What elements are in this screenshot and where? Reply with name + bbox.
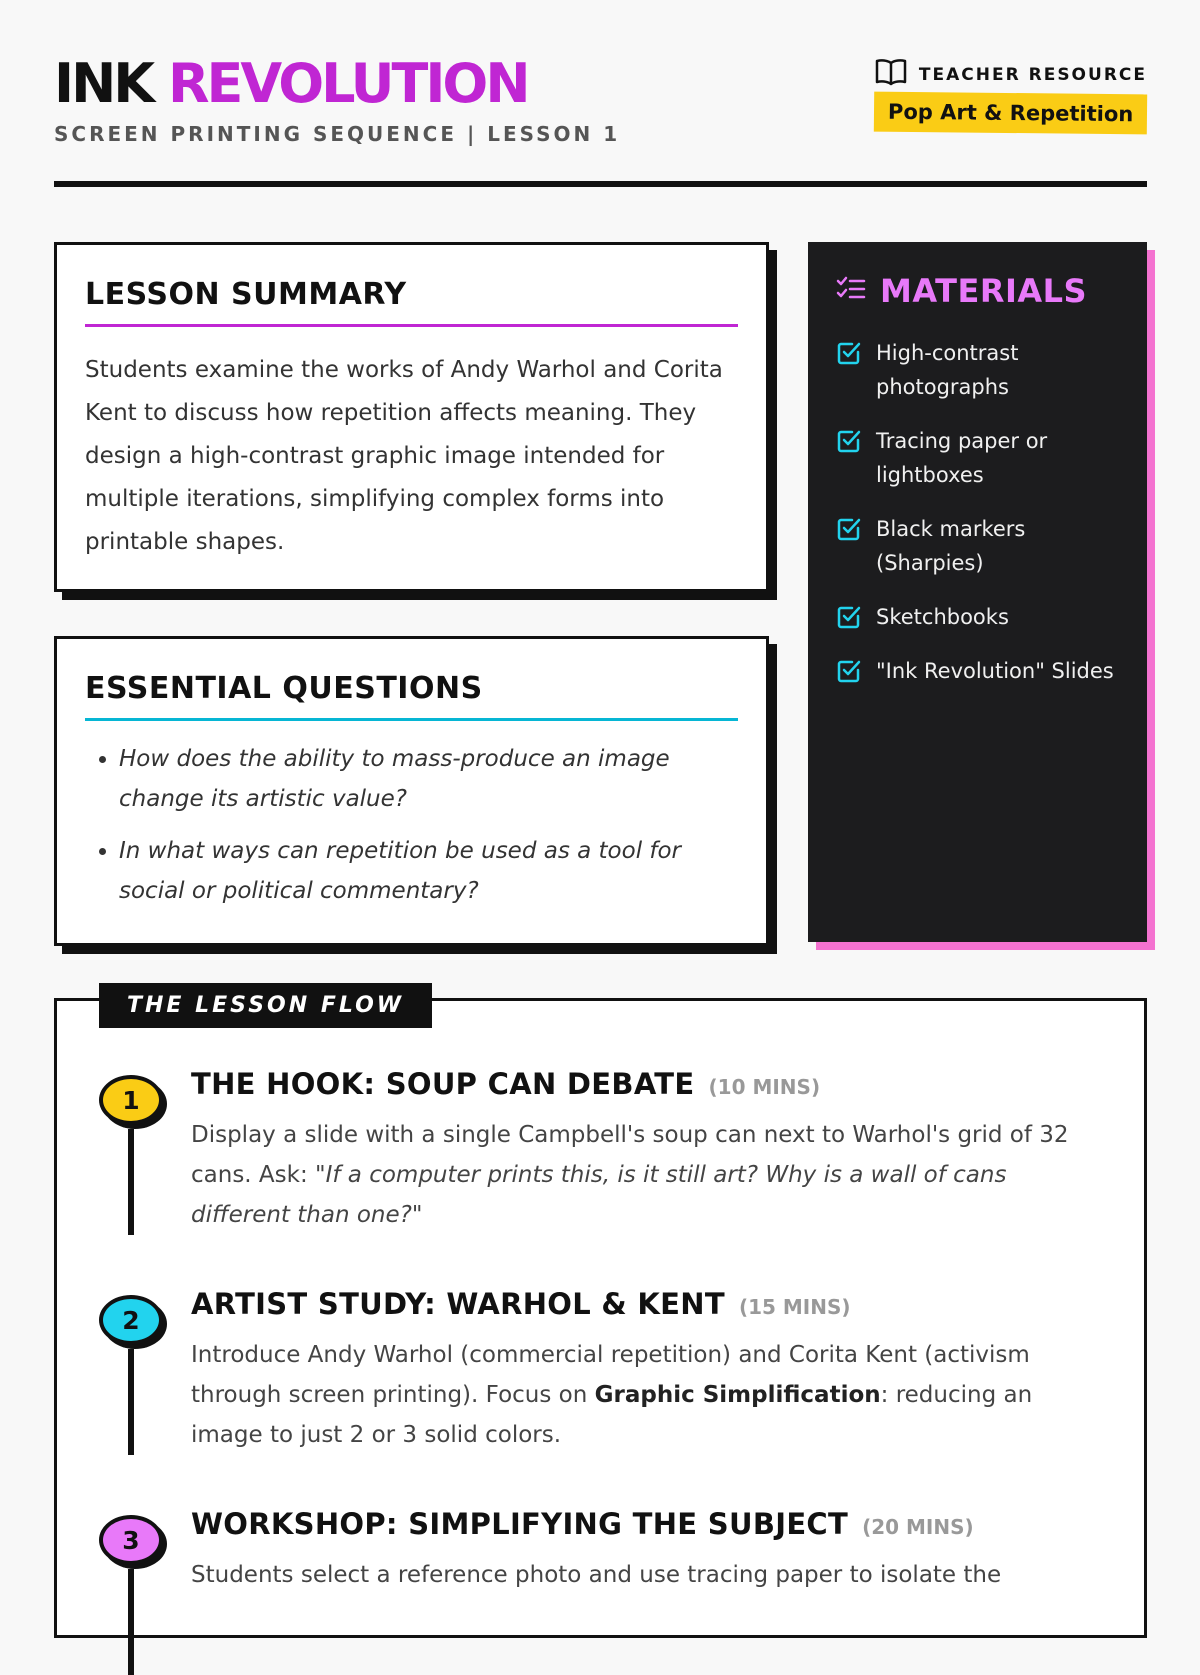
step-duration: (15 MINS) <box>738 1295 851 1319</box>
title-part-revolution: REVOLUTION <box>167 52 528 115</box>
materials-heading-text: MATERIALS <box>880 272 1088 310</box>
essential-questions-list <box>85 739 738 911</box>
material-label: Sketchbooks <box>876 605 1009 629</box>
step-description <box>191 1335 1099 1455</box>
material-item <box>836 336 1119 404</box>
header-divider <box>54 181 1147 187</box>
material-item <box>836 654 1119 688</box>
material-label: Tracing paper or lightboxes <box>876 429 1048 487</box>
material-label: Black markers (Sharpies) <box>876 517 1026 575</box>
step-title-text: ARTIST STUDY: WARHOL & KENT <box>191 1287 725 1321</box>
checklist-icon <box>836 272 866 310</box>
materials-panel <box>808 242 1147 942</box>
step-description-text: Introduce Andy Warhol (commercial repetition) and Corita Kent (activism through screen printing). Focus on <box>191 1342 1030 1408</box>
teacher-resource-label <box>875 58 1147 91</box>
step-title <box>191 1507 1099 1541</box>
flow-step-2 <box>99 1287 1099 1455</box>
lesson-flow-section <box>54 993 1147 1638</box>
checkbox-checked-icon <box>836 604 862 630</box>
step-number-badge: 1 <box>99 1075 163 1125</box>
checkbox-checked-icon <box>836 516 862 542</box>
lesson-summary-text: Students examine the works of Andy Warhol and Corita Kent to discuss how repetition affects meaning. They design a high-contrast graphic image intended for multiple iterations, simplifying complex forms into printable shapes. <box>85 357 723 555</box>
step-duration: (20 MINS) <box>862 1515 974 1539</box>
step-description-text: Display a slide with a single Campbell's soup can next to Warhol's grid of 32 cans. Ask: <box>191 1122 1069 1188</box>
step-description-text: Students select a reference photo and use tracing paper to isolate the <box>191 1562 1002 1588</box>
step-description <box>191 1115 1099 1235</box>
step-connector-line <box>128 1129 134 1235</box>
material-item <box>836 512 1119 580</box>
page-title <box>54 52 528 116</box>
title-part-ink: INK <box>54 52 168 115</box>
question-item: • How does the ability to mass-produce an image change its artistic value? <box>119 739 738 819</box>
lesson-summary-heading: LESSON SUMMARY <box>85 277 738 327</box>
materials-list <box>836 336 1119 688</box>
step-connector-line <box>128 1349 134 1455</box>
step-title <box>191 1287 1099 1321</box>
lesson-summary-card <box>54 242 769 592</box>
essential-questions-card <box>54 636 769 946</box>
step-title-text: THE HOOK: SOUP CAN DEBATE <box>191 1067 695 1101</box>
material-item <box>836 424 1119 492</box>
step-title <box>191 1067 1099 1101</box>
topic-tag: Pop Art & Repetition <box>874 92 1148 135</box>
material-label: High-contrast photographs <box>876 341 1019 399</box>
step-duration: (10 MINS) <box>708 1075 821 1099</box>
material-label: "Ink Revolution" Slides <box>876 659 1114 683</box>
page-subtitle: SCREEN PRINTING SEQUENCE | LESSON 1 <box>54 122 621 146</box>
step-title-text: WORKSHOP: SIMPLIFYING THE SUBJECT <box>191 1507 849 1541</box>
step-description-quote: "If a computer prints this, is it still art? Why is a wall of cans different than one?" <box>191 1162 1007 1228</box>
step-connector-line <box>128 1569 134 1675</box>
material-item <box>836 600 1119 634</box>
teacher-resource-text: TEACHER RESOURCE <box>918 64 1147 85</box>
checkbox-checked-icon <box>836 340 862 366</box>
materials-heading <box>836 272 1119 310</box>
step-description-bold: Graphic Simplification <box>594 1382 881 1408</box>
essential-questions-heading: ESSENTIAL QUESTIONS <box>85 671 738 721</box>
checkbox-checked-icon <box>836 428 862 454</box>
lesson-flow-label: THE LESSON FLOW <box>99 983 432 1028</box>
book-icon <box>875 58 907 91</box>
checkbox-checked-icon <box>836 658 862 684</box>
question-item: • In what ways can repetition be used as a tool for social or political commentary? <box>119 831 738 911</box>
step-number-badge: 2 <box>99 1295 163 1345</box>
flow-step-1 <box>99 1067 1099 1235</box>
flow-step-3 <box>99 1507 1099 1595</box>
step-description <box>191 1555 1099 1595</box>
step-description-text-end: : reducing an image to just 2 or 3 solid colors. <box>191 1382 1033 1448</box>
step-number-badge: 3 <box>99 1515 163 1565</box>
